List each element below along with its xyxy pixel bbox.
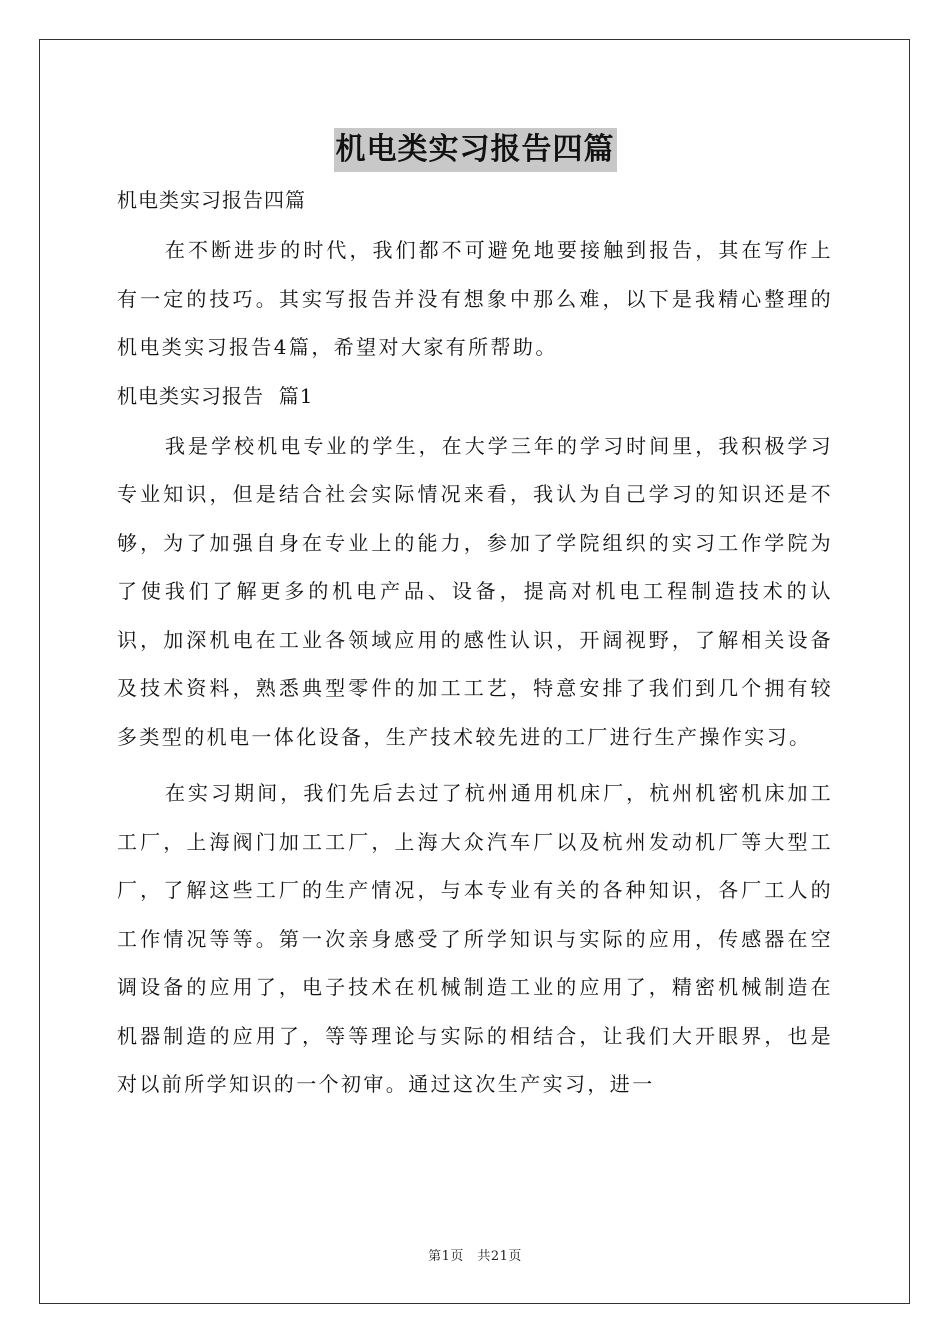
section-heading: 机电类实习报告 篇1 bbox=[117, 383, 314, 408]
document-title: 机电类实习报告四篇 bbox=[334, 128, 617, 172]
document-body bbox=[117, 182, 833, 1109]
spacer bbox=[117, 218, 833, 226]
spacer bbox=[117, 761, 833, 769]
spacer bbox=[117, 414, 833, 422]
page-footer: 第1页 共21页 bbox=[428, 1249, 522, 1264]
title-container bbox=[0, 128, 950, 172]
intro-paragraph: 在不断进步的时代，我们都不可避免地要接触到报告，其在写作上有一定的技巧。其实写报告并没有想象中那么难，以下是我精心整理的机电类实习报告4篇，希望对大家有所帮助。 bbox=[117, 238, 833, 359]
body-paragraph: 我是学校机电专业的学生，在大学三年的学习时间里，我积极学习专业知识，但是结合社会实际情况来看，我认为自己学习的知识还是不够，为了加强自身在专业上的能力，参加了学院组织的实习工作学院为了使我们了解更多的机电产品、设备，提高对机电工程制造技术的认识，加深机电在工业各领域应用的感性认识，开阔视野，了解相关设备及技术资料，熟悉典型零件的加工工艺，特意安排了我们到几个拥有较多类型的机电一体化设备，生产技术较先进的工厂进行生产操作实习。 bbox=[117, 433, 833, 749]
document-subtitle: 机电类实习报告四篇 bbox=[117, 188, 306, 212]
body-paragraph: 在实习期间，我们先后去过了杭州通用机床厂，杭州机密机床加工工厂，上海阀门加工工厂，上海大众汽车厂以及杭州发动机厂等大型工厂，了解这些工厂的生产情况，与本专业有关的各种知识，各厂工人的工作情况等等。第一次亲身感受了所学知识与实际的应用，传感器在空调设备的应用了，电子技术在机械制造工业的应用了，精密机械制造在机器制造的应用了，等等理论与实际的相结合，让我们大开眼界，也是对以前所学知识的一个初审。通过这次生产实习，进一 bbox=[117, 781, 833, 1096]
